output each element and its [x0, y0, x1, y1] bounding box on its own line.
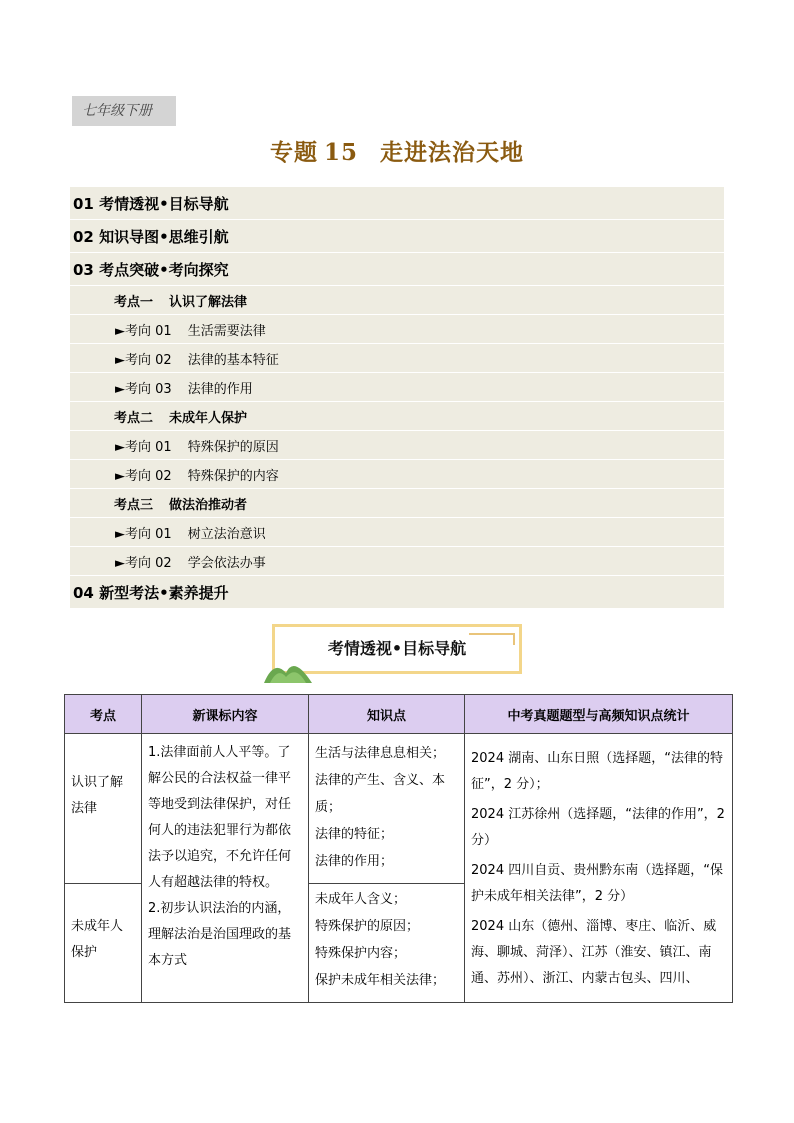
- knowledge-cell: [309, 884, 465, 1003]
- knowledge-item: 法律的特征；: [315, 827, 394, 842]
- toc-section-label: 04 新型考法•素养提升: [73, 583, 229, 602]
- toc-point-1[interactable]: [70, 286, 724, 315]
- toc-direction-label: ►考向 02: [115, 555, 172, 571]
- toc-direction-name: 生活需要法律: [187, 323, 266, 339]
- knowledge-item: 特殊保护内容；: [315, 946, 407, 962]
- toc-direction-name: 法律的基本特征: [187, 352, 279, 368]
- toc-section-4[interactable]: [70, 576, 724, 609]
- toc-point-3[interactable]: [70, 489, 724, 518]
- toc-section-2[interactable]: [70, 220, 724, 253]
- title-number: 15: [323, 139, 358, 166]
- toc-point-name: 认识了解法律: [169, 294, 248, 310]
- toc-section-label: 01 考情透视•目标导航: [73, 194, 229, 213]
- toc-section-label: 02 知识导图•思维引航: [73, 227, 229, 246]
- exam-stat-item: 2024 湖南、山东日照（选择题，“法律的特征”，2 分）；: [471, 751, 723, 792]
- page-title: [0, 134, 794, 167]
- toc-point-name: 未成年人保护: [169, 410, 248, 426]
- exam-stat-item: 2024 四川自贡、贵州黔东南（选择题，“保护未成年相关法律”，2 分）: [471, 863, 723, 904]
- knowledge-item: 特殊保护的原因；: [315, 919, 420, 935]
- grade-tag: 七年级下册: [72, 96, 176, 126]
- hills-icon: [264, 655, 312, 683]
- toc-direction-1-3[interactable]: [70, 373, 724, 402]
- toc-direction-label: ►考向 01: [115, 526, 172, 542]
- toc-direction-name: 树立法治意识: [187, 526, 266, 542]
- toc-direction-2-1[interactable]: [70, 431, 724, 460]
- toc-direction-name: 学会依法办事: [187, 555, 266, 571]
- topic-cell: 未成年人保护: [65, 884, 142, 1003]
- toc-point-label: 考点一: [114, 294, 154, 310]
- knowledge-item: 未成年人含义；: [315, 892, 407, 908]
- toc-direction-1-2[interactable]: [70, 344, 724, 373]
- column-header-standard: 新课标内容: [142, 695, 309, 734]
- knowledge-cell: [309, 734, 465, 884]
- toc-point-label: 考点二: [114, 410, 154, 426]
- column-header-exam-stats: 中考真题题型与高频知识点统计: [465, 695, 733, 734]
- toc-direction-3-1[interactable]: [70, 518, 724, 547]
- toc-direction-3-2[interactable]: [70, 547, 724, 576]
- toc-direction-label: ►考向 02: [115, 468, 172, 484]
- column-header-knowledge: 知识点: [309, 695, 465, 734]
- toc-direction-2-2[interactable]: [70, 460, 724, 489]
- standard-cell: [142, 734, 309, 1003]
- banner-corner-decoration: [469, 633, 515, 645]
- toc-direction-label: ►考向 01: [115, 323, 172, 339]
- standard-paragraph-1: 1.法律面前人人平等。了解公民的合法权益一律平等地受到法律保护，对任何人的违法犯罪行为都依法予以追究，不允许任何人有超越法律的特权。: [148, 745, 292, 890]
- toc-direction-name: 法律的作用: [187, 381, 253, 397]
- toc-direction-name: 特殊保护的原因: [187, 439, 279, 455]
- exam-stat-item: 2024 江苏徐州（选择题，“法律的作用”，2 分）: [471, 807, 725, 848]
- exam-stat-item: 2024 山东（德州、淄博、枣庄、临沂、威海、聊城、菏泽）、江苏（淮安、镇江、南通、苏州）、浙江、内蒙古包头、四川、: [471, 919, 717, 986]
- toc-direction-label: ►考向 02: [115, 352, 172, 368]
- knowledge-item: 保护未成年相关法律；: [315, 973, 446, 989]
- standard-paragraph-2: 2.初步认识法治的内涵，理解法治是治国理政的基本方式: [148, 901, 292, 968]
- banner-label: 考情透视•目标导航: [327, 639, 467, 658]
- table-row: [65, 734, 733, 884]
- toc-point-2[interactable]: [70, 402, 724, 431]
- column-header-topic: 考点: [65, 695, 142, 734]
- toc-section-3[interactable]: [70, 253, 724, 286]
- table-header-row: [65, 695, 733, 734]
- toc-direction-label: ►考向 01: [115, 439, 172, 455]
- topic-cell: 认识了解法律: [65, 734, 142, 884]
- knowledge-item: 法律的产生、含义、本质；: [315, 773, 446, 815]
- title-prefix: 专题: [269, 139, 318, 166]
- toc-section-label: 03 考点突破•考向探究: [73, 260, 229, 279]
- toc-section-1[interactable]: [70, 187, 724, 220]
- toc-direction-name: 特殊保护的内容: [187, 468, 279, 484]
- toc-direction-1-1[interactable]: [70, 315, 724, 344]
- toc-direction-label: ►考向 03: [115, 381, 172, 397]
- knowledge-item: 法律的作用；: [315, 854, 394, 869]
- exam-stats-cell: [465, 734, 733, 1003]
- title-text: 走进法治天地: [380, 139, 524, 166]
- toc-point-name: 做法治推动者: [169, 497, 248, 513]
- knowledge-item: 生活与法律息息相关；: [315, 746, 446, 761]
- toc-point-label: 考点三: [114, 497, 154, 513]
- table-of-contents: [70, 187, 724, 609]
- exam-info-table: [64, 694, 733, 1003]
